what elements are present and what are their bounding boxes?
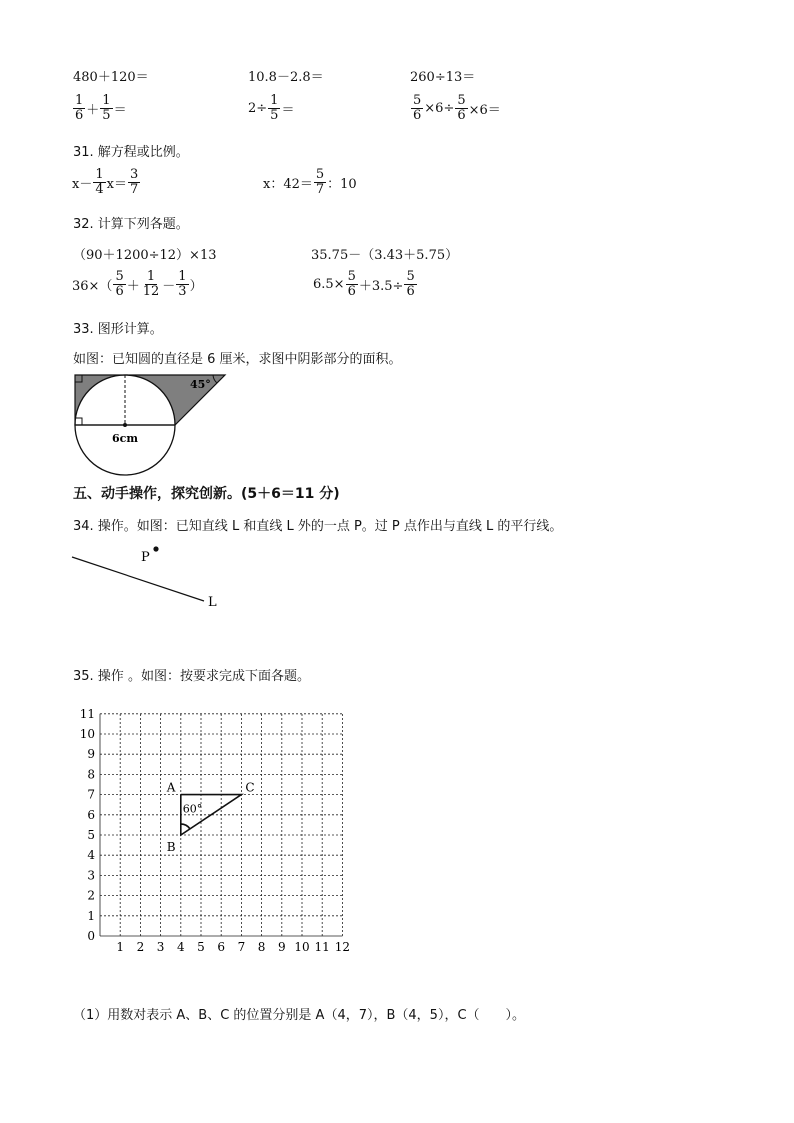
y-tick-label: 9 [87,747,95,762]
fraction: $\frac{1}{5}$ [102,93,111,123]
point-p [153,546,158,551]
shaded-area-figure [70,370,230,480]
calc-2: 10.8－2.8＝ [248,70,324,85]
q35-sub1: （1）用数对表示 A、B、C 的位置分别是 A（4，7），B（4，5），C（ ）。 [73,1008,526,1023]
y-tick-label: 10 [79,727,95,741]
x-tick-label: 3 [156,940,165,954]
q34-title: 34. 操作。如图：已知直线 L 和直线 L 外的一点 P。过 P 点作出与直线 L 的平行线。 [73,519,563,534]
q35-title: 35. 操作 。如图：按要求完成下面各题。 [73,669,310,684]
fraction: $\frac{5}{6}$ [347,269,356,299]
y-tick-label: 0 [87,929,95,943]
q33-desc: 如图：已知圆的直径是 6 厘米，求图中阴影部分的面积。 [73,352,402,367]
grid-lines [100,714,342,936]
fraction: $\frac{5}{6}$ [115,269,124,299]
point-label-c: C [245,780,255,795]
x-tick-label: 8 [257,940,266,954]
q32-expr3: 36×（ $\frac{5}{6}$ ＋ $\frac{1}{12}$ － $\frac{1}{3}$ ） [72,269,203,299]
y-tick-label: 8 [87,767,95,782]
fraction: $\frac{5}{6}$ [457,93,466,123]
x-tick-label: 11 [314,940,330,954]
x-tick-label: 5 [197,940,205,954]
section-title: 五、动手操作，探究创新。(5＋6＝11 分) [73,486,340,502]
x-tick-label: 1 [116,940,125,954]
parallel-line-figure [68,540,228,612]
x-tick-label: 7 [237,940,246,954]
fraction: $\frac{5}{6}$ [413,93,422,123]
y-tick-label: 5 [87,828,95,842]
y-tick-label: 3 [87,868,95,883]
x-tick-label: 6 [217,940,226,954]
x-tick-label: 10 [294,940,310,954]
angle-arc-b [181,824,190,829]
fraction: $\frac{5}{7}$ [315,167,325,197]
q32-title: 32. 计算下列各题。 [73,217,189,232]
calc-1: 480＋120＝ [73,70,149,85]
point-label-a: A [166,780,176,795]
y-tick-label: 1 [87,908,95,923]
angle-label: 45° [190,378,211,391]
q31-eq1: x－ $\frac{1}{4}$ x＝ $\frac{3}{7}$ [72,167,139,197]
x-axis-ticks [116,940,350,954]
x-tick-label: 12 [334,940,351,954]
line-l-label: L [208,595,217,610]
fraction: $\frac{1}{12}$ [142,269,160,299]
point-p-label: P [141,550,150,565]
diameter-label: 6cm [112,432,138,445]
y-tick-label: 11 [79,706,95,721]
fraction: $\frac{1}{3}$ [178,269,187,299]
q32-expr1: （90＋1200÷12）×13 [73,248,217,263]
calc-5: 2÷ $\frac{1}{5}$ ＝ [248,93,295,123]
fraction: $\frac{3}{7}$ [129,167,139,197]
q33-title: 33. 图形计算。 [73,322,163,337]
angle-label: 60° [182,802,203,816]
calc-3: 260÷13＝ [410,70,476,85]
calc-6: $\frac{5}{6}$ ×6÷ $\frac{5}{6}$ ×6＝ [413,93,501,123]
q32-expr2: 35.75－（3.43＋5.75） [311,248,459,263]
y-tick-label: 6 [87,807,95,822]
calc-4: $\frac{1}{6}$ ＋ $\frac{1}{5}$ ＝ [75,93,127,123]
q31-eq2: x：42＝ $\frac{5}{7}$ ：10 [263,167,357,197]
fraction: $\frac{5}{6}$ [406,269,415,299]
y-tick-label: 7 [87,787,95,802]
fraction: $\frac{1}{4}$ [95,167,104,197]
point-label-b: B [166,840,176,854]
y-axis-ticks [80,707,96,943]
line-l [72,557,204,601]
x-tick-label: 9 [277,940,286,954]
fraction: $\frac{1}{6}$ [75,93,84,123]
fraction: $\frac{1}{5}$ [270,93,279,123]
y-tick-label: 4 [87,848,95,863]
x-tick-label: 4 [176,940,185,954]
x-tick-label: 2 [136,940,145,954]
q32-expr4: 6.5× $\frac{5}{6}$ ＋3.5÷ $\frac{5}{6}$ [313,269,415,299]
coordinate-grid [70,700,360,958]
center-dot [123,423,127,427]
y-tick-label: 2 [87,888,95,903]
q31-title: 31. 解方程或比例。 [73,145,189,160]
